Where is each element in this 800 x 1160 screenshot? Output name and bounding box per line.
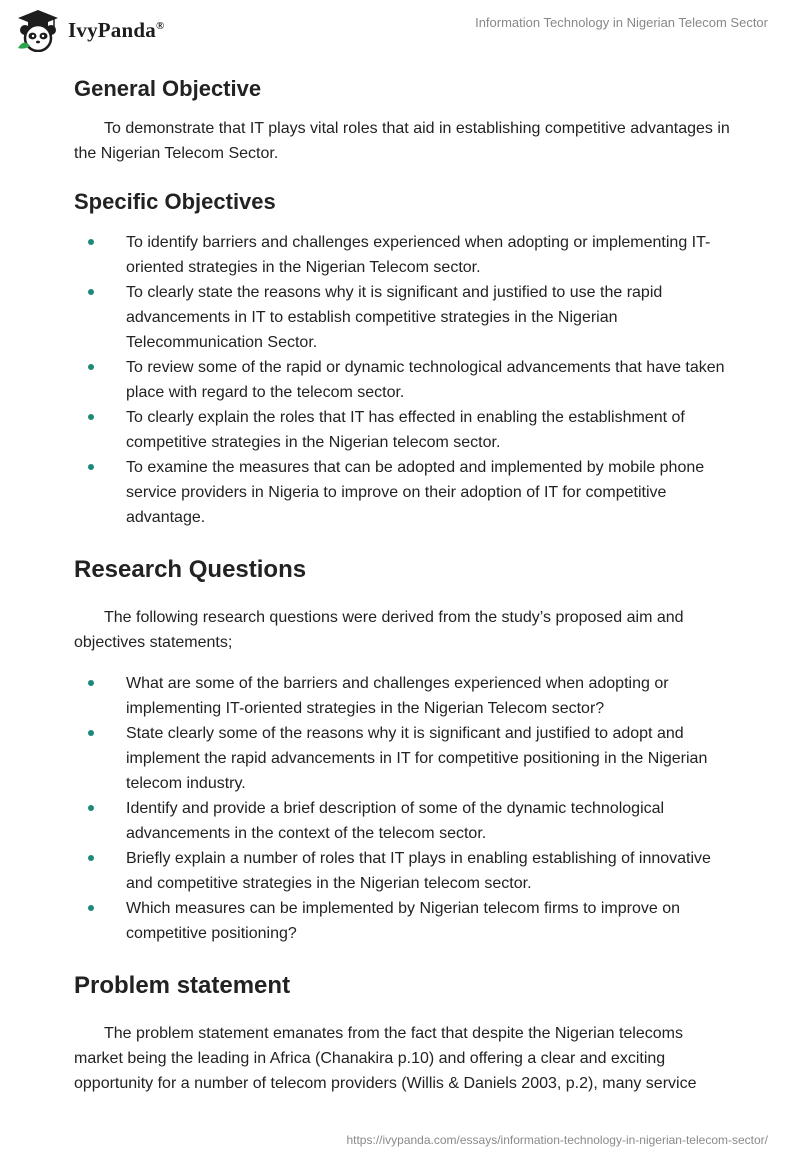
- list-item: To examine the measures that can be adopted and implemented by mobile phone service providers in Nigeria to improve on their adoption of IT for competitive advantage.: [74, 455, 734, 530]
- list-item: To review some of the rapid or dynamic technological advancements that have taken place with regard to the telecom sector.: [74, 355, 734, 405]
- registered-mark: ®: [155, 19, 165, 32]
- page-header: [0, 0, 800, 60]
- problem-statement-paragraph: The problem statement emanates from the fact that despite the Nigerian telecoms market being the leading in Africa (Chanakira p.10) and offering a clear and exciting opportunity for a number of telecom providers (Willis & Daniels 2003, p.2), many service: [74, 1025, 697, 1092]
- general-objective-paragraph: To demonstrate that IT plays vital roles that aid in establishing competitive advantages in the Nigerian Telecom Sector.: [74, 120, 730, 162]
- heading-problem-statement: Problem statement: [74, 972, 291, 999]
- heading-general-objective: General Objective: [74, 76, 262, 101]
- list-item: To clearly explain the roles that IT has effected in enabling the establishment of competitive strategies in the Nigerian telecom sector.: [74, 405, 734, 455]
- document-title: Information Technology in Nigerian Telecom Sector: [475, 15, 768, 30]
- list-item: Briefly explain a number of roles that IT plays in enabling establishing of innovative and competitive strategies in the Nigerian telecom sector.: [74, 846, 734, 896]
- ivypanda-logo[interactable]: [14, 8, 164, 52]
- list-item: Identify and provide a brief description of some of the dynamic technological advancements in the context of the telecom sector.: [74, 796, 734, 846]
- research-questions-list: [74, 671, 734, 946]
- essay-content: [74, 70, 734, 1096]
- list-item: State clearly some of the reasons why it is significant and justified to adopt and implement the rapid advancements in IT for competitive positioning in the Nigerian telecom industry.: [74, 721, 734, 796]
- list-item: To identify barriers and challenges experienced when adopting or implementing IT-oriented strategies in the Nigerian Telecom sector.: [74, 230, 734, 280]
- panda-graduate-icon: [14, 8, 62, 52]
- list-item: What are some of the barriers and challenges experienced when adopting or implementing IT-oriented strategies in the Nigerian Telecom sector?: [74, 671, 734, 721]
- list-item: To clearly state the reasons why it is significant and justified to use the rapid advancements in IT to establish competitive strategies in the Nigerian Telecommunication Sector.: [74, 280, 734, 355]
- source-url[interactable]: https://ivypanda.com/essays/information-technology-in-nigerian-telecom-sector/: [346, 1133, 768, 1147]
- specific-objectives-list: [74, 230, 734, 530]
- logo-wordmark: IvyPanda®: [68, 17, 165, 42]
- heading-specific-objectives: Specific Objectives: [74, 189, 276, 214]
- research-questions-paragraph: The following research questions were derived from the study’s proposed aim and objectives statements;: [74, 609, 684, 651]
- heading-research-questions: Research Questions: [74, 556, 307, 583]
- list-item: Which measures can be implemented by Nigerian telecom firms to improve on competitive positioning?: [74, 896, 734, 946]
